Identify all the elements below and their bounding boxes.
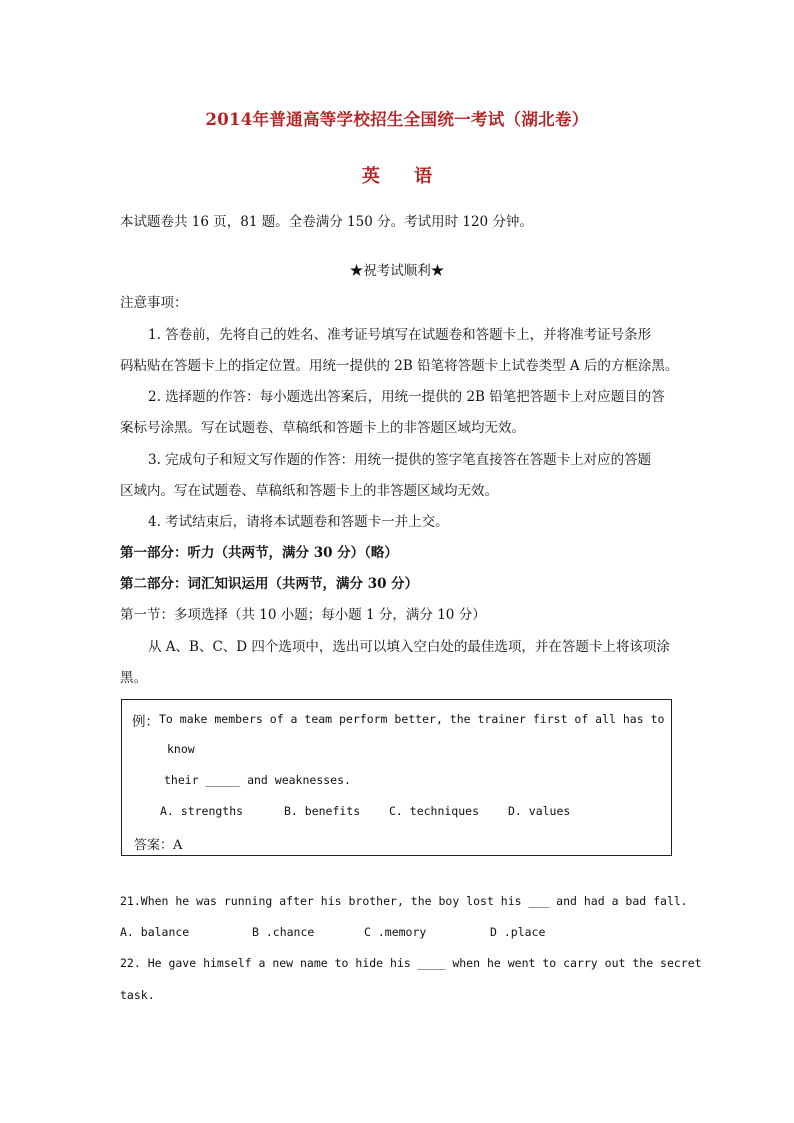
note-line: 区域内。写在试题卷、草稿纸和答题卡上的非答题区域均无效。	[120, 483, 498, 499]
example-option-a: A. strengths	[160, 804, 244, 818]
example-option-c: C. techniques	[389, 804, 480, 818]
question-22-stem: 22. He gave himself a new name to hide his ____ when he went to carry out the secret	[120, 956, 702, 970]
part2-heading: 第二部分：词汇知识运用（共两节，满分 30 分）	[120, 576, 419, 592]
note-line: 码粘贴在答题卡上的指定位置。用统一提供的 2B 铅笔将答题卡上试卷类型 A 后的方框涂黑。	[120, 358, 679, 374]
example-sentence: their _____ and weaknesses.	[164, 773, 351, 787]
note-line: 3. 完成句子和短文写作题的作答：用统一提供的签字笔直接答在答题卡上对应的答题	[148, 452, 652, 468]
question-22-stem: task.	[120, 988, 155, 1002]
part1-heading: 第一部分：听力（共两节，满分 30 分）（略）	[120, 545, 398, 561]
instruction-text: 从 A、B、C、D 四个选项中，选出可以填入空白处的最佳选项，并在答题卡上将该项涂	[148, 639, 670, 655]
notes-heading: 注意事项：	[120, 295, 188, 311]
question-21-option-c: C .memory	[364, 925, 427, 939]
example-box	[121, 699, 672, 856]
instruction-text: 黑。	[120, 670, 147, 686]
example-answer: 答案：A	[134, 838, 183, 853]
blessing-text: ★祝考试顺利★	[349, 263, 445, 279]
note-line: 案标号涂黑。写在试题卷、草稿纸和答题卡上的非答题区域均无效。	[120, 420, 525, 436]
section1-heading: 第一节：多项选择（共 10 小题；每小题 1 分，满分 10 分）	[120, 607, 486, 623]
question-21-option-d: D .place	[490, 925, 546, 939]
question-21-stem: 21.When he was running after his brother, the boy lost his ___ and had a bad fall.	[120, 894, 688, 908]
question-21-option-b: B .chance	[252, 925, 315, 939]
example-label: 例：	[132, 714, 159, 730]
note-line: 2. 选择题的作答：每小题选出答案后，用统一提供的 2B 铅笔把答题卡上对应题目的答	[148, 389, 665, 405]
example-option-d: D. values	[508, 804, 571, 818]
subject-title: 英 语	[361, 166, 447, 187]
note-line: 4. 考试结束后，请将本试题卷和答题卡一并上交。	[148, 514, 449, 530]
note-line: 1. 答卷前，先将自己的姓名、准考证号填写在试题卷和答题卡上，并将准考证号条形	[148, 327, 652, 343]
example-sentence: To make members of a team perform better, the trainer first of all has to	[159, 712, 665, 726]
exam-intro: 本试题卷共 16 页，81 题。全卷满分 150 分。考试用时 120 分钟。	[120, 214, 533, 230]
example-sentence: know	[167, 742, 195, 756]
question-21-option-a: A. balance	[120, 925, 190, 939]
exam-title: 2014年普通高等学校招生全国统一考试（湖北卷）	[205, 110, 589, 129]
example-option-b: B. benefits	[284, 804, 361, 818]
